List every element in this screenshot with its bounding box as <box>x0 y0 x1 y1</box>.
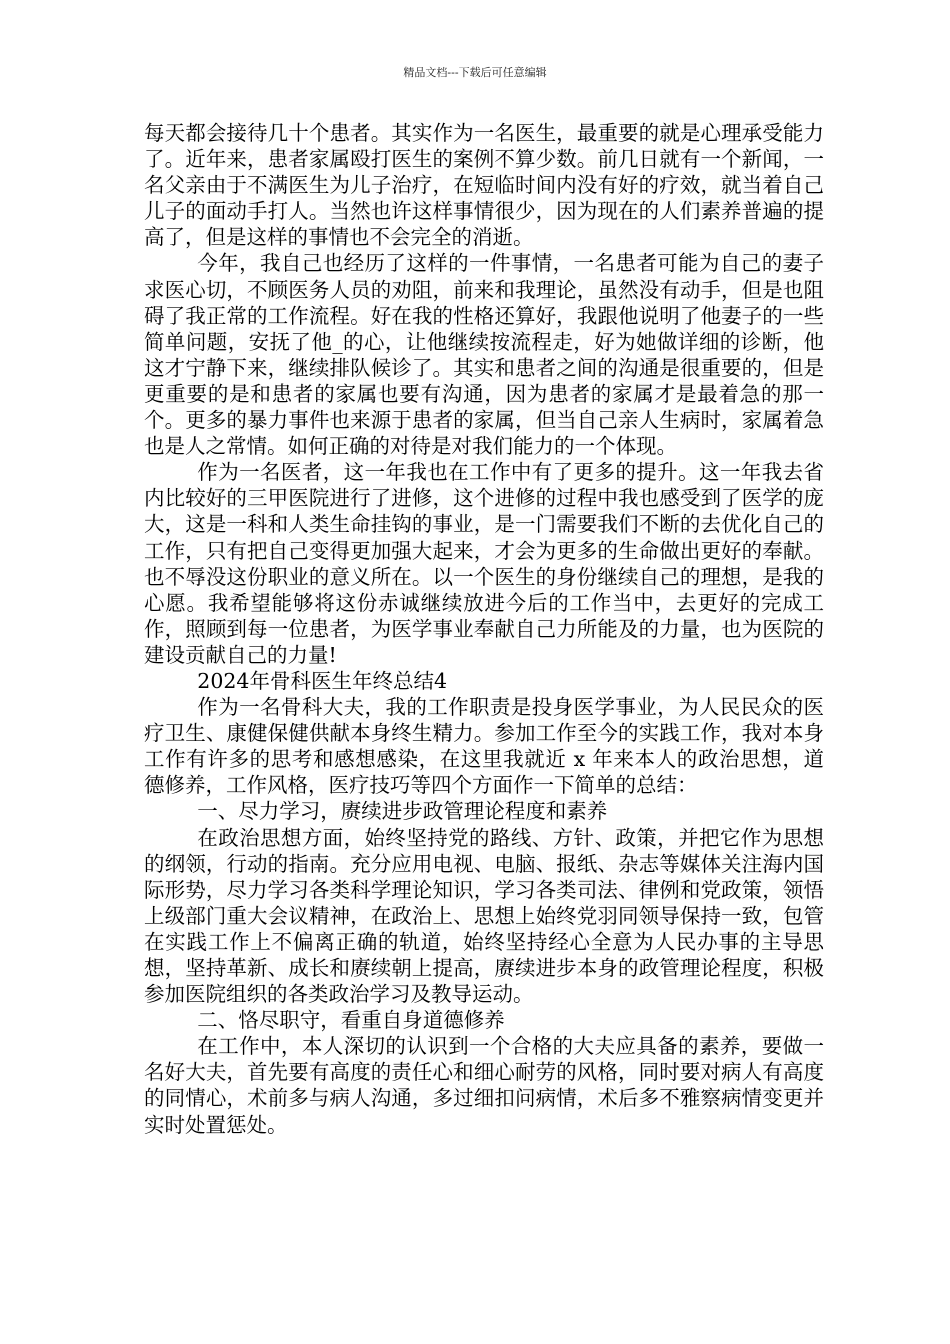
paragraph-conflict-incident: 今年，我自己也经历了这样的一件事情，一名患者可能为自己的妻子求医心切，不顾医务人员的劝阻，前来和我理论，虽然没有动手，但是也阻碍了我正常的工作流程。好在我的性格还算好，我跟他说明了他妻子的一些简单问题，安抚了他_的心，让他继续按流程走，好为她做详细的诊断，他这才宁静下来，继续排队候诊了。其实和患者之间的沟通是很重要的，但是更重要的是和患者的家属也要有沟通，因为患者的家属才是最着急的那一个。更多的暴力事件也来源于患者的家属，但当自己亲人生病时，家属着急也是人之常情。如何正确的对待是对我们能力的一个体现。 <box>144 251 824 459</box>
paragraph-continued: 每天都会接待几十个患者。其实作为一名医生，最重要的就是心理承受能力了。近年来，患者家属殴打医生的案例不算少数。前几日就有一个新闻，一名父亲由于不满医生为儿子治疗，在短临时间内没有好的疗效，就当着自己儿子的面动手打人。当然也许这样事情很少，因为现在的人们素养普遍的提高了，但是这样的事情也不会完全的消逝。 <box>144 121 824 250</box>
paragraph-political-thought: 在政治思想方面，始终坚持党的路线、方针、政策，并把它作为思想的纲领，行动的指南。充分应用电视、电脑、报纸、杂志等媒体关注海内国际形势，尽力学习各类科学理论知识，学习各类司法、律例和党政策，领悟上级部门重大会议精神，在政治上、思想上始终党羽同领导保持一致，包管在实践工作上不偏离正确的轨道，始终坚持经心全意为人民办事的主导思想，坚持革新、成长和赓续朝上提高，赓续进步本身的政管理论程度，积极参加医院组织的各类政治学习及教导运动。 <box>144 825 824 1007</box>
document-body <box>144 120 824 1138</box>
heading-section-two: 二、恪尽职守，看重自身道德修养 <box>197 1008 505 1033</box>
paragraph-intro: 作为一名骨科大夫，我的工作职责是投身医学事业，为人民民众的医疗卫生、康健保健供献本身终生精力。参加工作至今的实践工作，我对本身工作有许多的思考和感想感染，在这里我就近 x 年来本人的政治思想，道德修养，工作风格，医疗技巧等四个方面作一下简单的总结： <box>144 695 824 798</box>
section-title: 2024年骨科医生年终总结4 <box>197 668 448 693</box>
paragraph-professional-growth: 作为一名医者，这一年我也在工作中有了更多的提升。这一年我去省内比较好的三甲医院进行了进修，这个进修的过程中我也感受到了医学的庞大，这是一科和人类生命挂钩的事业，是一门需要我们不断的去优化自己的工作，只有把自己变得更加强大起来，才会为更多的生命做出更好的奉献。也不辱没这份职业的意义所在。以一个医生的身份继续自己的理想，是我的心愿。我希望能够将这份赤诚继续放进今后的工作当中，去更好的完成工作，照顾到每一位患者，为医学事业奉献自己力所能及的力量，也为医院的建设贡献自己的力量! <box>144 460 824 667</box>
heading-section-one: 一、尽力学习，赓续进步政管理论程度和素养 <box>197 799 608 824</box>
paragraph-professional-ethics: 在工作中，本人深切的认识到一个合格的大夫应具备的素养，要做一名好大夫，首先要有高度的责任心和细心耐劳的风格，同时要对病人有高度的同情心，术前多与病人沟通，多过细扣问病情，术后多不雅察病情变更并实时处置惩处。 <box>144 1034 824 1137</box>
page-header: 精品文档---下载后可任意编辑 <box>403 66 547 79</box>
